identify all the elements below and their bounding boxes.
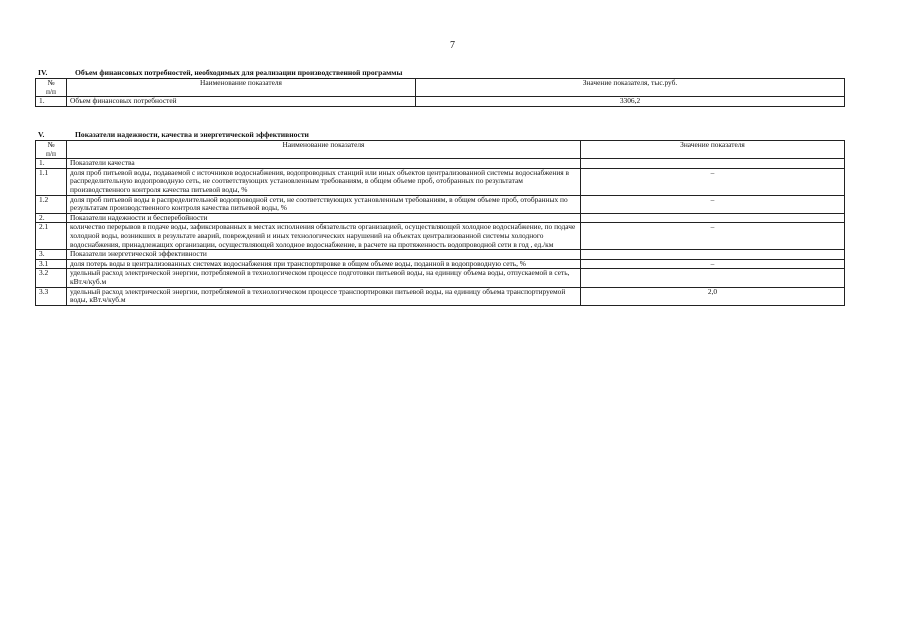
section-heading — [35, 68, 845, 78]
row-num: 3.1 — [36, 259, 67, 269]
row-name: Показатели энергетической эффективности — [67, 250, 581, 260]
table-header-row — [36, 141, 845, 159]
table-row — [36, 250, 845, 260]
table-row — [36, 223, 845, 250]
row-value — [581, 159, 845, 169]
table-row — [36, 97, 845, 107]
row-name: Показатели надежности и бесперебойности — [67, 213, 581, 223]
row-value: 2,0 — [581, 287, 845, 305]
section-number: IV. — [38, 68, 48, 77]
table-row — [36, 195, 845, 213]
row-name: количество перерывов в подаче воды, зафиксированных в местах исполнения обязательств организацией, осуществляющей холодное водоснабжение, по подаче холодной воды, возникших в результате аварий, повреждений и иных технологических нарушений на объектах централизованной системы холодного водоснабжения, принадлежащих организации, осуществляющей холодное водоснабжение, в расчете на протяженность водопроводной сети в год , ед./км — [67, 223, 581, 250]
row-num: 2. — [36, 213, 67, 223]
table-row — [36, 269, 845, 287]
row-num: 1.2 — [36, 195, 67, 213]
row-num: 2.1 — [36, 223, 67, 250]
section-number: V. — [38, 130, 45, 139]
row-value: 3306,2 — [416, 97, 845, 107]
row-num: 3. — [36, 250, 67, 260]
row-value: – — [581, 223, 845, 250]
row-value: – — [581, 259, 845, 269]
header-name: Наименование показателя — [67, 141, 581, 159]
row-name: доля потерь воды в централизованных системах водоснабжения при транспортировке в общем объеме воды, поданной в водопроводную сеть, % — [67, 259, 581, 269]
financial-needs-table — [35, 78, 845, 107]
row-name: удельный расход электрической энергии, потребляемой в технологическом процессе подготовки питьевой воды, на единицу объема воды, отпускаемой в сеть, кВт.ч/куб.м — [67, 269, 581, 287]
header-num: № п/п — [36, 79, 67, 97]
row-name: удельный расход электрической энергии, потребляемой в технологическом процессе транспортировки питьевой воды, на единицу объема транспортируемой воды, кВт.ч/куб.м — [67, 287, 581, 305]
header-value: Значение показателя, тыс.руб. — [416, 79, 845, 97]
row-name: Объем финансовых потребностей — [67, 97, 416, 107]
header-value: Значение показателя — [581, 141, 845, 159]
section-heading — [35, 130, 845, 140]
row-name: доля проб питьевой воды, подаваемой с источников водоснабжения, водопроводных станций или иных объектов централизованной системы водоснабжения в распределительную водопроводную сеть, не соответствующих установленным требованиям, в общем объеме проб, отобранных по результатам производственного контроля качества питьевой воды, % — [67, 168, 581, 195]
section-title: Показатели надежности, качества и энергетической эффективности — [75, 130, 309, 139]
header-num: № п/п — [36, 141, 67, 159]
section-title: Объем финансовых потребностей, необходимых для реализации производственной программы — [75, 68, 403, 77]
row-num: 3.3 — [36, 287, 67, 305]
row-num: 3.2 — [36, 269, 67, 287]
table-header-row — [36, 79, 845, 97]
header-name: Наименование показателя — [67, 79, 416, 97]
table-row — [36, 168, 845, 195]
table-row — [36, 287, 845, 305]
page-number: 7 — [450, 40, 455, 51]
section-reliability-indicators — [35, 130, 845, 306]
row-value — [581, 250, 845, 260]
indicators-table — [35, 140, 845, 306]
section-financial-needs — [35, 68, 845, 107]
row-value: – — [581, 168, 845, 195]
row-name: Показатели качества — [67, 159, 581, 169]
table-row — [36, 159, 845, 169]
row-num: 1. — [36, 97, 67, 107]
row-value: – — [581, 195, 845, 213]
row-name: доля проб питьевой воды в распределительной водопроводной сети, не соответствующих установленным требованиям, в общем объеме проб, отобранных по результатам производственного контроля качества питьевой воды, % — [67, 195, 581, 213]
row-num: 1. — [36, 159, 67, 169]
row-value — [581, 269, 845, 287]
row-num: 1.1 — [36, 168, 67, 195]
